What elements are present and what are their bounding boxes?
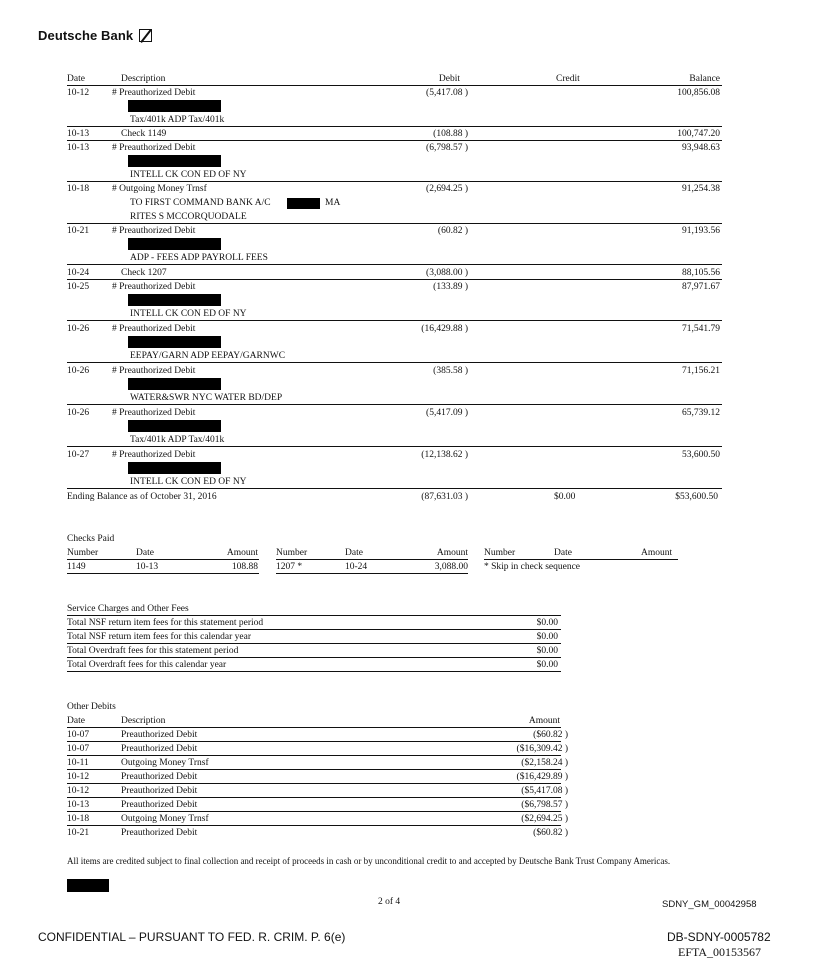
row5-sub: ADP - FEES ADP PAYROLL FEES	[130, 253, 268, 263]
redaction-block	[128, 462, 221, 474]
od-date: 10-11	[67, 758, 89, 768]
od-amount: ($2,694.25 )	[521, 814, 568, 824]
check-number: 1149	[67, 562, 86, 572]
row9-date: 10-26	[67, 366, 90, 376]
od-divider	[67, 811, 561, 812]
row10-sub: Tax/401k ADP Tax/401k	[130, 435, 225, 445]
fee-amount: $0.00	[536, 660, 558, 670]
od-amount: ($16,309.42 )	[516, 744, 568, 754]
redaction-block	[128, 238, 221, 250]
checks-divider	[276, 573, 468, 574]
od-desc: Preauthorized Debit	[121, 730, 198, 740]
header-divider	[67, 85, 722, 86]
ending-credit: $0.00	[554, 492, 576, 502]
redaction-block	[128, 100, 221, 112]
row6-date: 10-24	[67, 268, 90, 278]
checks-divider	[276, 559, 468, 560]
row1-date: 10-12	[67, 88, 90, 98]
row8-balance: 71,541.79	[682, 324, 720, 334]
check-number: 1207 *	[276, 562, 303, 572]
row-divider	[67, 320, 722, 321]
row3-debit: (6,798.57 )	[426, 143, 468, 153]
row-divider	[67, 140, 722, 141]
row4-date: 10-18	[67, 184, 90, 194]
row9-sub: WATER&SWR NYC WATER BD/DEP	[130, 393, 283, 403]
redaction-block	[67, 879, 109, 892]
row7-desc: # Preauthorized Debit	[112, 282, 196, 292]
check-date: 10-24	[345, 562, 368, 572]
checks-col-date-1: Date	[136, 548, 154, 558]
od-amount: ($5,417.08 )	[521, 786, 568, 796]
col-debit-header: Debit	[438, 74, 460, 84]
row8-sub: EEPAY/GARN ADP EEPAY/GARNWC	[130, 351, 286, 361]
row4-line3: RITES S MCCORQUODALE	[130, 212, 247, 222]
checks-col-number-3: Number	[484, 548, 516, 558]
row11-date: 10-27	[67, 450, 90, 460]
row2-date: 10-13	[67, 129, 90, 139]
ending-balance-label: Ending Balance as of October 31, 2016	[67, 492, 217, 502]
row10-desc: # Preauthorized Debit	[112, 408, 196, 418]
redaction-block	[128, 294, 221, 306]
check-amount: 108.88	[231, 562, 258, 572]
row3-sub: INTELL CK CON ED OF NY	[130, 170, 247, 180]
ending-balance: $53,600.50	[675, 492, 718, 502]
row6-balance: 88,105.56	[682, 268, 720, 278]
ending-debit: (87,631.03 )	[421, 492, 468, 502]
check-amount: 3,088.00	[434, 562, 468, 572]
row-divider	[67, 126, 722, 127]
checks-col-amount-3: Amount	[641, 548, 673, 558]
od-date: 10-18	[67, 814, 90, 824]
row4-line2b: MA	[325, 198, 341, 208]
fees-divider	[67, 657, 561, 658]
row7-debit: (133.89 )	[433, 282, 468, 292]
row6-debit: (3,088.00 )	[426, 268, 468, 278]
row-divider	[67, 404, 722, 405]
fee-amount: $0.00	[536, 618, 558, 628]
row11-debit: (12,138.62 )	[421, 450, 468, 460]
redaction-block	[128, 378, 221, 390]
row-divider	[67, 279, 722, 280]
fee-label: Total Overdraft fees for this calendar year	[67, 660, 227, 670]
checks-col-amount-2: Amount	[436, 548, 468, 558]
row-divider	[67, 488, 722, 489]
row4-debit: (2,694.25 )	[426, 184, 468, 194]
row2-balance: 100,747.20	[677, 129, 720, 139]
od-date: 10-13	[67, 800, 90, 810]
od-divider	[67, 727, 561, 728]
fee-label: Total NSF return item fees for this calendar year	[67, 632, 251, 642]
check-sequence-note: * Skip in check sequence	[484, 562, 581, 572]
checks-col-amount-1: Amount	[226, 548, 258, 558]
row-divider	[67, 362, 722, 363]
redaction-block	[128, 336, 221, 348]
row9-desc: # Preauthorized Debit	[112, 366, 196, 376]
od-col-description: Description	[121, 716, 166, 726]
row3-balance: 93,948.63	[682, 143, 720, 153]
fee-amount: $0.00	[536, 646, 558, 656]
page-number: 2 of 4	[378, 897, 401, 907]
fee-amount: $0.00	[536, 632, 558, 642]
row10-debit: (5,417.09 )	[426, 408, 468, 418]
od-amount: ($16,429.89 )	[516, 772, 568, 782]
col-date-header: Date	[67, 74, 85, 84]
od-col-date: Date	[67, 716, 85, 726]
row11-balance: 53,600.50	[682, 450, 720, 460]
row8-date: 10-26	[67, 324, 90, 334]
bates-number: SDNY_GM_00042958	[662, 899, 757, 910]
fees-divider	[67, 671, 561, 672]
fee-label: Total NSF return item fees for this statement period	[67, 618, 264, 628]
row1-balance: 100,856.08	[677, 88, 720, 98]
checks-divider	[484, 559, 678, 560]
row-divider	[67, 223, 722, 224]
row9-debit: (385.58 )	[433, 366, 468, 376]
od-desc: Preauthorized Debit	[121, 744, 198, 754]
row5-desc: # Preauthorized Debit	[112, 226, 196, 236]
od-date: 10-12	[67, 772, 90, 782]
od-desc: Preauthorized Debit	[121, 800, 198, 810]
od-amount: ($6,798.57 )	[521, 800, 568, 810]
row4-desc: # Outgoing Money Trnsf	[112, 184, 207, 194]
row2-desc: Check 1149	[121, 129, 167, 139]
checks-col-number-2: Number	[276, 548, 308, 558]
row11-desc: # Preauthorized Debit	[112, 450, 196, 460]
fees-divider	[67, 643, 561, 644]
od-desc: Outgoing Money Trnsf	[121, 758, 209, 768]
other-debits-title: Other Debits	[67, 702, 116, 712]
row3-date: 10-13	[67, 143, 90, 153]
bank-brand	[38, 28, 152, 43]
od-divider	[67, 783, 561, 784]
od-date: 10-12	[67, 786, 90, 796]
redaction-block	[287, 198, 320, 209]
od-desc: Preauthorized Debit	[121, 772, 198, 782]
brand-name: Deutsche Bank	[38, 28, 134, 43]
row10-balance: 65,739.12	[682, 408, 720, 418]
db-sdny-number: DB-SDNY-0005782	[667, 930, 771, 944]
row-divider	[67, 181, 722, 182]
deutsche-bank-logo-icon	[139, 29, 152, 42]
row7-date: 10-25	[67, 282, 90, 292]
col-balance-header: Balance	[689, 74, 720, 84]
od-divider	[67, 797, 561, 798]
row1-debit: (5,417.08 )	[426, 88, 468, 98]
row4-line2: TO FIRST COMMAND BANK A/C	[130, 198, 271, 208]
fee-label: Total Overdraft fees for this statement period	[67, 646, 239, 656]
row11-sub: INTELL CK CON ED OF NY	[130, 477, 247, 487]
row8-debit: (16,429.88 )	[421, 324, 468, 334]
service-charges-title: Service Charges and Other Fees	[67, 604, 189, 614]
fees-divider	[67, 629, 561, 630]
row1-desc: # Preauthorized Debit	[112, 88, 196, 98]
row8-desc: # Preauthorized Debit	[112, 324, 196, 334]
redaction-block	[128, 420, 221, 432]
check-date: 10-13	[136, 562, 159, 572]
od-amount: ($2,158.24 )	[521, 758, 568, 768]
redaction-block	[128, 155, 221, 167]
row5-date: 10-21	[67, 226, 90, 236]
row7-balance: 87,971.67	[682, 282, 720, 292]
row5-balance: 91,193.56	[682, 226, 720, 236]
od-divider	[67, 755, 561, 756]
row10-date: 10-26	[67, 408, 90, 418]
od-amount: ($60.82 )	[533, 730, 568, 740]
checks-paid-title: Checks Paid	[67, 534, 115, 544]
col-description-header: Description	[121, 74, 166, 84]
od-col-amount: Amount	[528, 716, 560, 726]
col-credit-header: Credit	[556, 74, 580, 84]
od-desc: Preauthorized Debit	[121, 786, 198, 796]
od-date: 10-07	[67, 744, 90, 754]
row1-sub: Tax/401k ADP Tax/401k	[130, 115, 225, 125]
od-divider	[67, 769, 561, 770]
confidential-notice: CONFIDENTIAL – PURSUANT TO FED. R. CRIM. P. 6(e)	[38, 930, 346, 944]
row7-sub: INTELL CK CON ED OF NY	[130, 309, 247, 319]
disclaimer-text: All items are credited subject to final collection and receipt of proceeds in cash or by unconditional credit to and accepted by Deutsche Bank Trust Company Americas.	[67, 856, 671, 866]
od-date: 10-21	[67, 828, 90, 838]
checks-col-date-3: Date	[554, 548, 572, 558]
od-date: 10-07	[67, 730, 90, 740]
row2-debit: (108.88 )	[433, 129, 468, 139]
checks-divider	[67, 559, 259, 560]
od-divider	[67, 825, 561, 826]
od-desc: Preauthorized Debit	[121, 828, 198, 838]
fees-divider	[67, 615, 561, 616]
od-desc: Outgoing Money Trnsf	[121, 814, 209, 824]
od-amount: ($60.82 )	[533, 828, 568, 838]
checks-divider	[67, 573, 259, 574]
row5-debit: (60.82 )	[437, 226, 468, 236]
checks-col-date-2: Date	[345, 548, 363, 558]
row4-balance: 91,254.38	[682, 184, 720, 194]
efta-number: EFTA_00153567	[678, 945, 762, 959]
checks-col-number-1: Number	[67, 548, 99, 558]
row9-balance: 71,156.21	[682, 366, 720, 376]
row-divider	[67, 264, 722, 265]
row6-desc: Check 1207	[121, 268, 167, 278]
row3-desc: # Preauthorized Debit	[112, 143, 196, 153]
row-divider	[67, 446, 722, 447]
od-divider	[67, 741, 561, 742]
